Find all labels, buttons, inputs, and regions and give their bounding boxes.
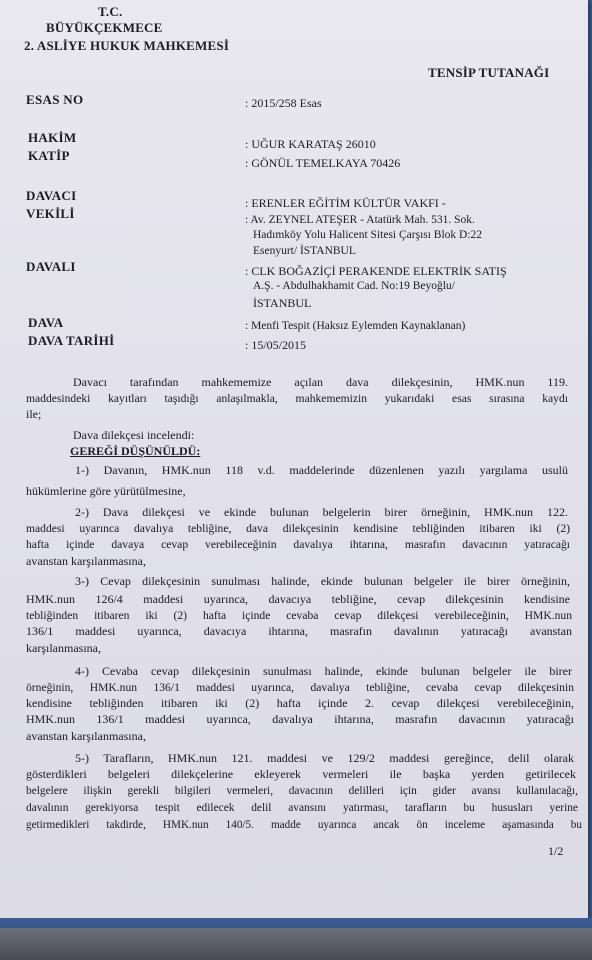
item-5-line-5: getirmedikleri takdirde, HMK.nun 140/5. madde uyarınca ancak ön inceleme aşamasında bu (26, 819, 582, 831)
item-4-line-1: 4-) Cevaba cevap dilekçesinin sunulması halinde, ekinde bulunan belgeler ile birer (75, 664, 572, 678)
document-type-title: TENSİP TUTANAĞI (428, 65, 550, 80)
item-2-line-4: avanstan karşılanmasına, (26, 554, 146, 568)
item-5-line-4: davalının gerekiyorsa tespit edilecek delil avansını yatırması, tarafların bu hususları yerine (26, 802, 578, 814)
field-value-davaci: : ERENLER EĞİTİM KÜLTÜR VAKFI - (245, 196, 446, 210)
field-label-davaci: DAVACI (26, 188, 77, 203)
field-value-hakim: : UĞUR KARATAŞ 26010 (245, 137, 376, 151)
field-value-vekili-address-line-3: Esenyurt/ İSTANBUL (253, 245, 356, 257)
item-3-line-4: 136/1 maddesi uyarınca, davacıya ihtarına, masrafın davalının yatıracağı avanstan (26, 624, 572, 638)
field-value-davali-address-line-2: A.Ş. - Abdulhakhamit Cad. No:19 Beyoğlu/ (253, 280, 455, 292)
field-label-dava: DAVA (28, 315, 64, 330)
item-5-line-1: 5-) Tarafların, HMK.nun 121. maddesi ve 129/2 maddesi gereğince, delil olarak (75, 751, 574, 765)
page-number: 1/2 (548, 844, 564, 858)
item-3-line-1: 3-) Cevap dilekçesinin sunulması halinde, ekinde bulunan belgeler ile birer örneğinin, (75, 574, 570, 588)
field-label-davali: DAVALI (26, 259, 76, 274)
field-label-vekili: VEKİLİ (26, 206, 75, 221)
item-3-line-2: HMK.nun 126/4 maddesi uyarınca, davacıya tebliğine, cevap dilekçesinin kendisine (26, 592, 570, 606)
field-value-davali: : CLK BOĞAZİÇİ PERAKENDE ELEKTRİK SATIŞ (245, 264, 507, 278)
item-2-line-3: hafta içinde davaya cevap verebileceğinin davalıya ihtarına, masrafın davacının yatıracağı (26, 538, 570, 551)
table-edge (0, 928, 592, 960)
field-value-katip: : GÖNÜL TEMELKAYA 70426 (245, 156, 401, 170)
item-3-line-5: karşılanmasına, (26, 641, 101, 655)
item-2-line-2: maddesi uyarınca davalıya tebliğine, dava dilekçesinin kendisine tebliğinden itibaren iki (2) (26, 522, 570, 535)
item-3-line-3: tebliğinden itibaren iki (2) hafta içinde cevaba cevap dilekçesi verebileceğinin, HMK.nun (26, 609, 572, 622)
field-label-hakim: HAKİM (28, 130, 77, 145)
item-5-line-3: belgelere ilişkin gerekli bilgileri vermeleri, davacının delilleri için gider avansı kullanılacağı, (26, 785, 578, 797)
item-4-line-5: avanstan karşılanmasına, (26, 729, 146, 743)
intro-line-2: maddesindeki kayıtları taşıdığı anlaşılmakla, mahkememizin yukarıdaki esas sırasına kaydı (26, 392, 568, 405)
field-label-esas-no: ESAS NO (26, 92, 84, 107)
field-value-dava: : Menfi Tespit (Haksız Eylemden Kaynaklanan) (245, 320, 466, 332)
item-5-line-2: gösterdikleri belgeleri dilekçelerine ekleyerek vermeleri ile başka yerden getirilecek (26, 767, 576, 781)
item-4-line-3: kendisine tebliğinden itibaren iki (2) hafta içinde 2. cevap dilekçesi verebileceğinin, (26, 696, 574, 710)
item-1-line-1: 1-) Davanın, HMK.nun 118 v.d. maddelerinde düzenlenen yazılı yargılama usulü (75, 463, 568, 477)
item-1-line-2: hükümlerine göre yürütülmesine, (26, 484, 186, 498)
item-4-line-4: HMK.nun 136/1 maddesi uyarınca, davalıya ihtarına, masrafın davacının yatıracağı (26, 712, 574, 726)
header-city: BÜYÜKÇEKMECE (46, 20, 163, 35)
decision-heading: GEREĞİ DÜŞÜNÜLDÜ: (70, 444, 201, 458)
field-value-vekili-address-line-2: Hadımköy Yolu Halicent Sitesi Çarşısı Blok D:22 (253, 229, 483, 241)
field-value-esas-no: : 2015/258 Esas (245, 96, 322, 110)
examined-line: Dava dilekçesi incelendi: (73, 428, 195, 442)
header-court: 2. ASLİYE HUKUK MAHKEMESİ (24, 38, 230, 53)
field-value-davali-address-line-3: İSTANBUL (253, 296, 312, 310)
item-4-line-2: örneğinin, HMK.nun 136/1 maddesi uyarınca, davalıya tebliğine, cevaba cevap dilekçesinin (26, 681, 574, 694)
intro-line-3: ile; (26, 407, 42, 421)
field-label-katip: KATİP (28, 148, 70, 163)
item-2-line-1: 2-) Dava dilekçesi ve ekinde bulunan belgelerin birer örneğinin, HMK.nun 122. (75, 505, 568, 519)
intro-line-1: Davacı tarafından mahkememize açılan dava dilekçesinin, HMK.nun 119. (73, 375, 568, 389)
field-value-vekili: : Av. ZEYNEL ATEŞER - Atatürk Mah. 531. Sok. (245, 214, 475, 226)
header-tc: T.C. (98, 4, 123, 19)
field-value-dava-tarihi: : 15/05/2015 (245, 338, 307, 352)
field-label-dava-tarihi: DAVA TARİHİ (28, 333, 115, 348)
